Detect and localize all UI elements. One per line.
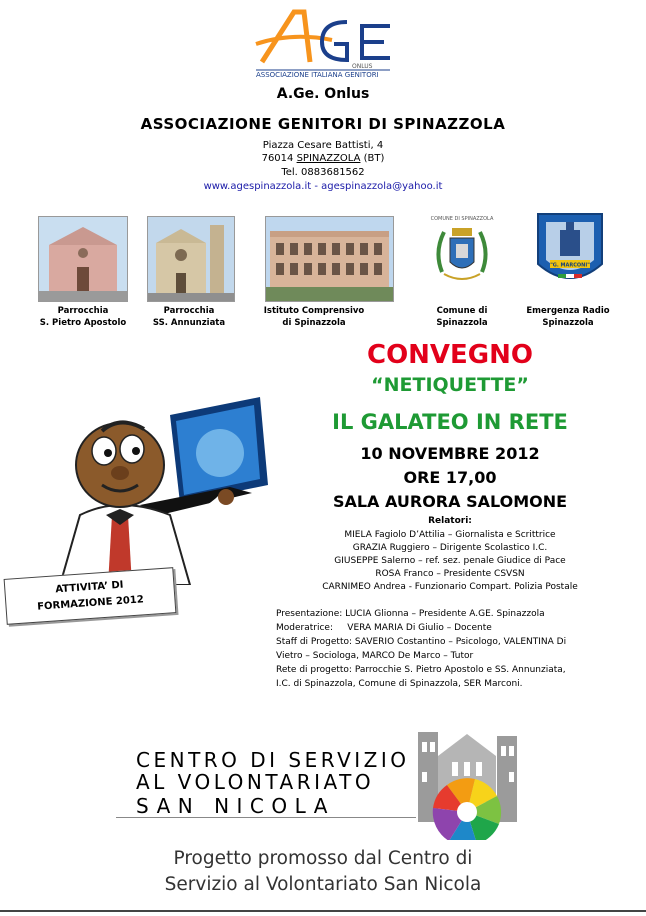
comune-coat-of-arms-icon [430,212,494,298]
bottom-rule [0,910,646,912]
partner-caption-pietro: Parrocchia S. Pietro Apostolo [39,306,127,328]
partner-caption-annunziata: Parrocchia SS. Annunziata [152,306,226,328]
org-short-name: A.Ge. Onlus [276,86,370,102]
relatori-heading: Relatori: [428,516,472,526]
event-date: 10 NOVEMBRE 2012 [360,444,540,463]
address-line-1: Piazza Cesare Battisti, 4 [262,140,384,151]
event-convegno-title: CONVEGNO [366,340,534,370]
church-annunziata-photo [147,216,235,302]
event-netiquette: “NETIQUETTE” [371,374,529,396]
relatore-item: ROSA Franco – Presidente CSVSN [375,569,525,579]
radio-badge-text: "G. MARCONI" [550,262,590,269]
logo-caption: ASSOCIAZIONE ITALIANA GENITORI [256,71,379,78]
partner-caption-radio: Emergenza Radio Spinazzola [526,306,610,328]
school-building-photo [265,216,394,302]
logo-onlus-text: ONLUS [352,63,373,70]
age-logo [252,4,394,78]
relatore-item: GIUSEPPE Salerno – ref. sez. penale Giudice di Pace [334,556,566,566]
event-venue: SALA AURORA SALOMONE [332,492,568,511]
csv-name-line3: SAN NICOLA [136,794,335,818]
relatore-item: CARNIMEO Andrea - Funzionario Compart. Polizia Postale [322,582,578,592]
church-pietro-photo [38,216,128,302]
partner-caption-school: Istituto Comprensivo di Spinazzola [263,306,365,328]
event-galateo-title: IL GALATEO IN RETE [332,410,568,434]
radio-emergency-badge-icon [534,208,606,294]
info-presentazione: Presentazione: LUCIA Glionna – Presidente A.GE. Spinazzola [276,609,545,619]
attivita-line1: ATTIVITA’ DI [55,579,124,596]
telephone: Tel. 0883681562 [281,167,365,178]
relatore-item: GRAZIA Ruggiero – Dirigente Scolastico I.C. [352,543,548,553]
address-line-2: 76014 SPINAZZOLA (BT) [261,153,385,164]
info-staff-line1: Staff di Progetto: SAVERIO Costantino – Psicologo, VALENTINA Di [276,637,567,647]
info-rete-line1: Rete di progetto: Parrocchie S. Pietro Apostolo e SS. Annunziata, [276,665,566,675]
cartoon-waiter-laptop-illustration [20,375,270,585]
info-moderatrice: Moderatrice: VERA MARIA Di Giulio – Docente [276,623,492,633]
info-rete-line2: I.C. di Spinazzola, Comune di Spinazzola, SER Marconi. [276,679,523,689]
promo-text-line2: Servizio al Volontariato San Nicola [164,874,482,895]
web-email-links[interactable]: www.agespinazzola.it - agespinazzola@yahoo.it [203,181,443,192]
info-staff-line2: Vietro – Sociologa, MARCO De Marco – Tutor [276,651,474,661]
csv-san-nicola-logo-icon [410,712,525,840]
svg-text:COMUNE DI SPINAZZOLA: COMUNE DI SPINAZZOLA [430,216,494,222]
event-time: ORE 17,00 [403,468,497,487]
csv-name-line1: CENTRO DI SERVIZIO [136,748,410,772]
partner-caption-comune: Comune di Spinazzola [436,306,488,328]
csv-name-line2: AL VOLONTARIATO [136,770,375,794]
promo-text-line1: Progetto promosso dal Centro di [173,848,473,869]
relatore-item: MIELA Fagiolo D’Attilia – Giornalista e Scrittrice [344,530,556,540]
attivita-line2: FORMAZIONE 2012 [36,594,145,613]
org-full-name: ASSOCIAZIONE GENITORI DI SPINAZZOLA [140,115,506,133]
